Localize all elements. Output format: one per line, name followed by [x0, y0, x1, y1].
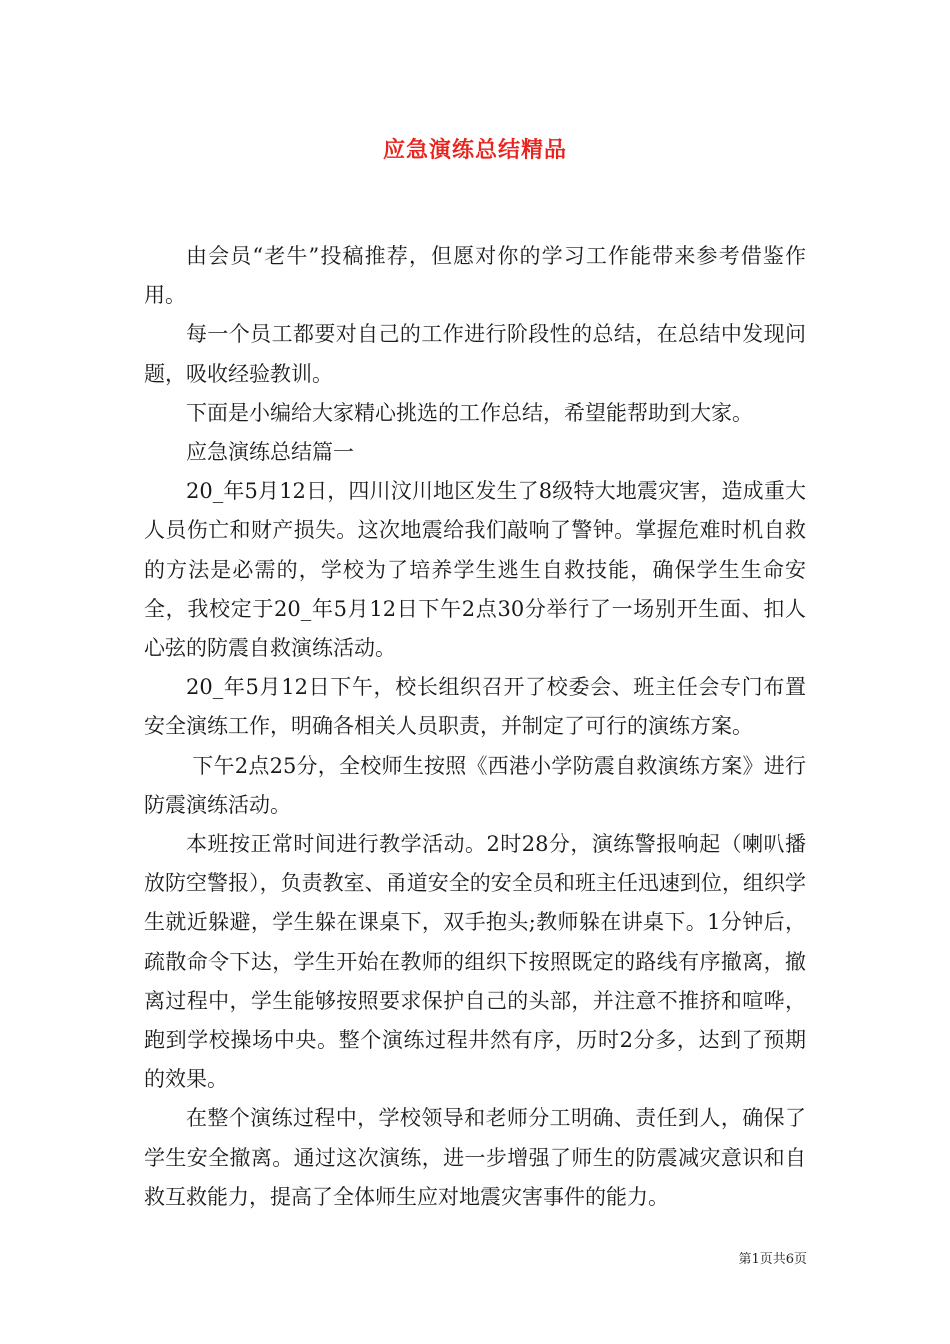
section-heading: 应急演练总结篇一	[186, 440, 354, 465]
paragraph-background: 20_年5月12日，四川汶川地区发生了8级特大地震灾害，造成重大人员伤亡和财产损失。这次地震给我们敲响了警钟。掌握危难时机自救的方法是必需的，学校为了培养学生逃生自救技能，确保学生生命安全，我校定于20_年5月12日下午2点30分举行了一场别开生面、扣人心弦的防震自救演练活动。	[144, 479, 806, 661]
paragraph-drill-start: 下午2点25分，全校师生按照《西港小学防震自救演练方案》进行防震演练活动。	[144, 753, 806, 817]
page-indicator: 第1页共6页	[738, 1252, 807, 1267]
document-title: 应急演练总结精品	[382, 137, 567, 163]
paragraph-summary-purpose: 每一个员工都要对自己的工作进行阶段性的总结，在总结中发现问题，吸收经验教训。	[144, 322, 806, 386]
document-body	[144, 237, 806, 1217]
paragraph-preparation: 20_年5月12日下午，校长组织召开了校委会、班主任会专门布置安全演练工作，明确各相关人员职责，并制定了可行的演练方案。	[144, 675, 806, 739]
paragraph-conclusion: 在整个演练过程中，学校领导和老师分工明确、责任到人，确保了学生安全撤离。通过这次演练，进一步增强了师生的防震减灾意识和自救互救能力，提高了全体师生应对地震灾害事件的能力。	[144, 1106, 806, 1209]
paragraph-intro: 由会员“老牛”投稿推荐，但愿对你的学习工作能带来参考借鉴作用。	[144, 244, 806, 308]
paragraph-drill-process: 本班按正常时间进行教学活动。2时28分，演练警报响起（喇叭播放防空警报），负责教室、甬道安全的安全员和班主任迅速到位，组织学生就近躲避，学生躲在课桌下，双手抱头;教师躲在讲桌下。1分钟后，疏散命令下达，学生开始在教师的组织下按照既定的路线有序撤离，撤离过程中，学生能够按照要求保护自己的头部，并注意不推挤和喧哗，跑到学校操场中央。整个演练过程井然有序，历时2分多，达到了预期的效果。	[144, 832, 806, 1092]
paragraph-editor-note: 下面是小编给大家精心挑选的工作总结，希望能帮助到大家。	[186, 400, 753, 425]
